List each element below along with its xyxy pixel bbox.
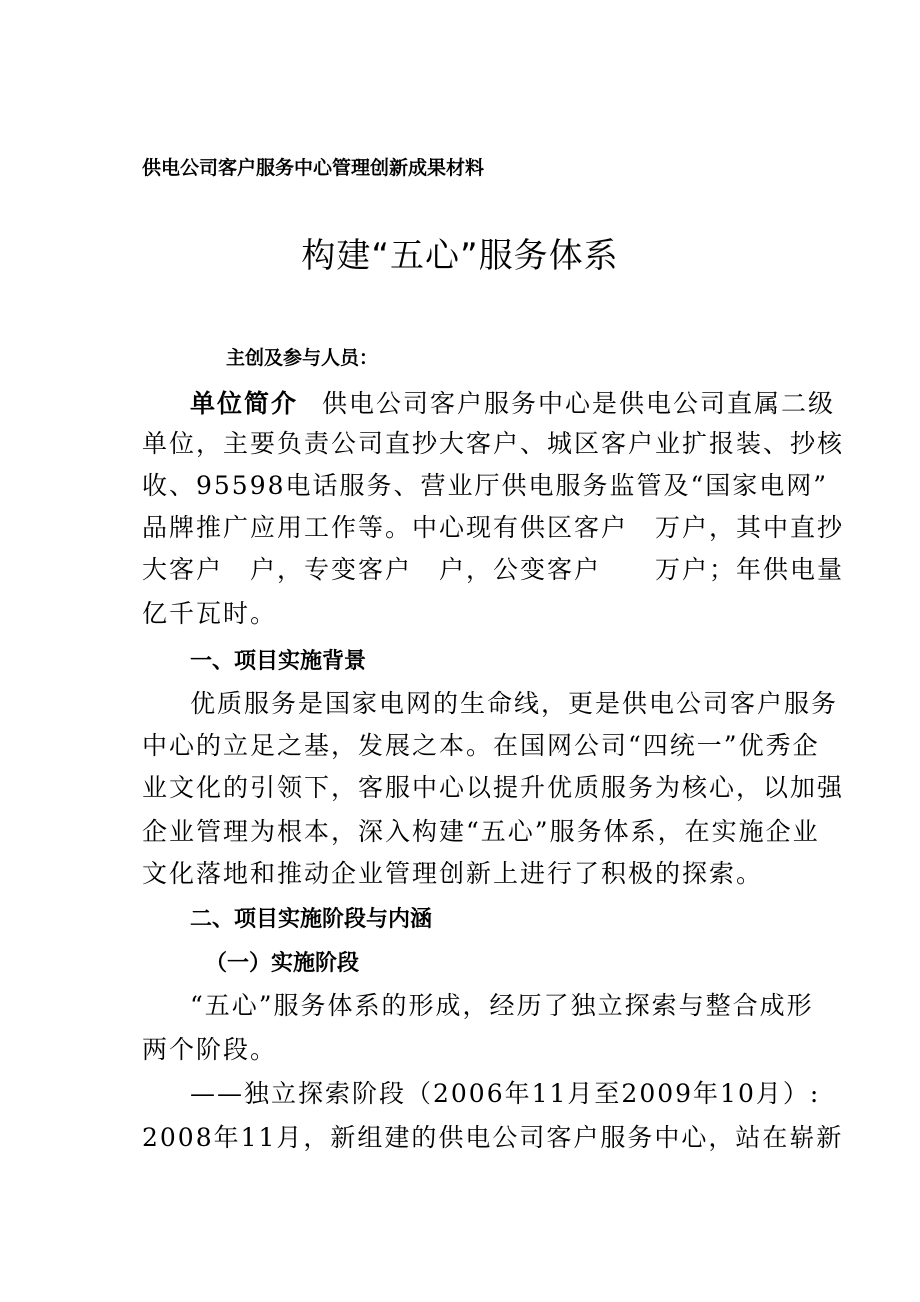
section-1-line-1: 优质服务是国家电网的生命线，更是供电公司客户服务	[190, 689, 839, 718]
section-1-heading: 一、项目实施背景	[190, 649, 367, 674]
stage-line	[190, 1074, 820, 1114]
section-2-line-1: “五心”服务体系的形成，经历了独立探索与整合成形	[190, 991, 814, 1020]
section-1-line-4: 企业管理为根本，深入构建“五心”服务体系，在实施企业	[142, 817, 820, 846]
section-2-line-2: 两个阶段。	[142, 1035, 278, 1064]
intro-line-4: 品牌推广应用工作等。中心现有供区客户 万户，其中直抄	[142, 513, 845, 542]
stage-title: 独立探索阶段（2006年11月至2009年10月）:	[244, 1079, 821, 1108]
stage-body-line-1: 2008年11月，新组建的供电公司客户服务中心，站在崭新	[142, 1123, 844, 1152]
intro-line-6: 亿千瓦时。	[142, 599, 278, 628]
section-2-subheading: （一）实施阶段	[205, 951, 360, 976]
section-1-line-3: 业文化的引领下，客服中心以提升优质服务为核心，以加强	[142, 773, 845, 802]
document-title: 构建“五心”服务体系	[301, 236, 619, 276]
intro-line-3: 收、95598电话服务、营业厅供电服务监管及“国家电网”	[142, 471, 829, 500]
authors-label: 主创及参与人员：	[226, 347, 379, 369]
intro-line-2: 单位，主要负责公司直抄大客户、城区客户业扩报装、抄核	[142, 429, 845, 458]
section-2-heading: 二、项目实施阶段与内涵	[190, 907, 433, 932]
section-1-line-5: 文化落地和推动企业管理创新上进行了积极的探索。	[142, 859, 764, 888]
intro-lead: 单位简介	[190, 389, 299, 418]
intro-line-1: 单位简介 供电公司客户服务中心是供电公司直属二级	[190, 389, 836, 418]
section-1-line-2: 中心的立足之基，发展之本。在国网公司“四统一”优秀企	[142, 731, 820, 760]
intro-line-5: 大客户 户，专变客户 户，公变客户 万户；年供电量	[142, 555, 845, 584]
stage-prefix: ——	[190, 1079, 244, 1108]
document-label: 供电公司客户服务中心管理创新成果材料	[142, 157, 485, 179]
